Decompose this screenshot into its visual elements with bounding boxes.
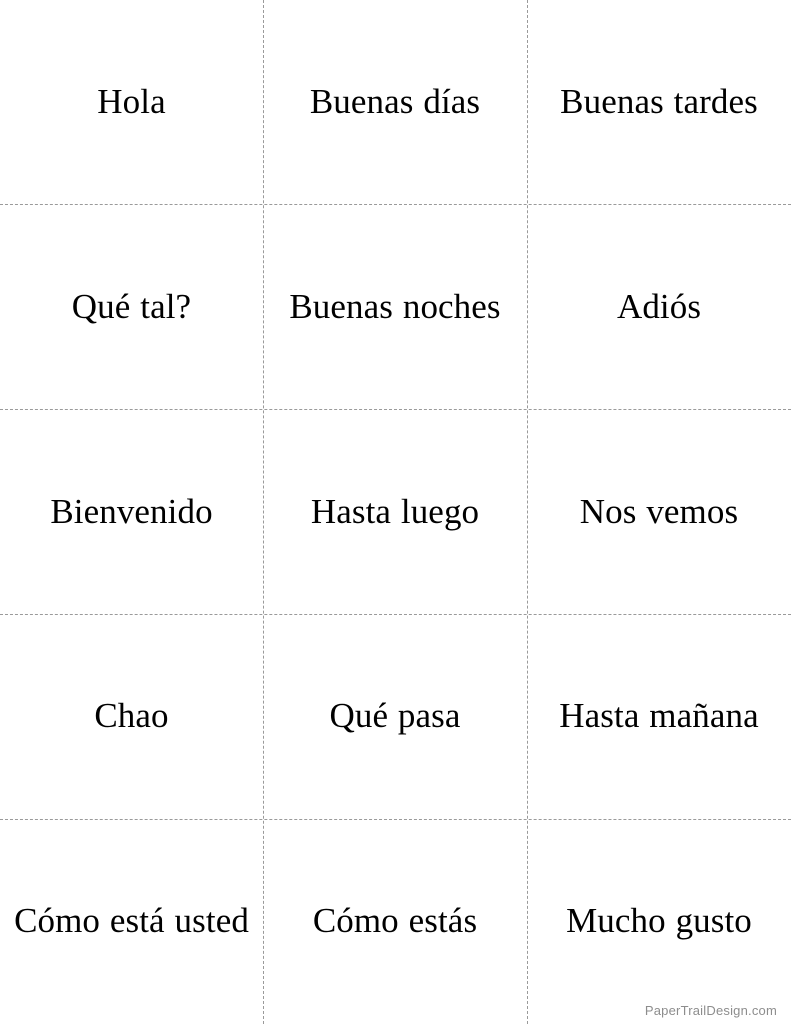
flash-card[interactable] <box>263 0 527 205</box>
flash-card[interactable] <box>527 0 791 205</box>
flash-card[interactable] <box>263 410 527 615</box>
flash-card[interactable] <box>0 0 263 205</box>
flash-card-text: Cómo estás <box>312 901 478 941</box>
flash-card[interactable] <box>263 205 527 410</box>
flash-card[interactable] <box>0 410 263 615</box>
flash-card[interactable] <box>527 614 791 819</box>
flash-card-text: Qué pasa <box>329 696 461 736</box>
flash-card-text: Mucho gusto <box>566 901 752 941</box>
flash-card[interactable] <box>527 410 791 615</box>
flash-card-text: Nos vemos <box>579 491 739 531</box>
flash-card-text: Adiós <box>616 286 702 326</box>
site-credit: PaperTrailDesign.com <box>644 1003 777 1018</box>
flash-card-text: Buenas tardes <box>560 82 758 121</box>
flash-card[interactable] <box>263 614 527 819</box>
flash-card-text: Cómo está usted <box>14 901 249 941</box>
flash-card-text: Buenas días <box>309 82 481 121</box>
flash-card-text: Hasta mañana <box>559 696 759 736</box>
flash-card[interactable] <box>527 819 791 1024</box>
flash-card[interactable] <box>0 205 263 410</box>
flash-card-text: Qué tal? <box>71 286 192 326</box>
flash-card-text: Hola <box>97 82 166 121</box>
flash-card[interactable] <box>527 205 791 410</box>
flash-card-text: Buenas noches <box>289 286 501 326</box>
flash-card[interactable] <box>0 819 263 1024</box>
flash-card-text: Hasta luego <box>310 491 480 531</box>
flash-card[interactable] <box>263 819 527 1024</box>
flash-card-text: Chao <box>94 696 169 736</box>
flash-card[interactable] <box>0 614 263 819</box>
flash-card-text: Bienvenido <box>50 491 213 531</box>
